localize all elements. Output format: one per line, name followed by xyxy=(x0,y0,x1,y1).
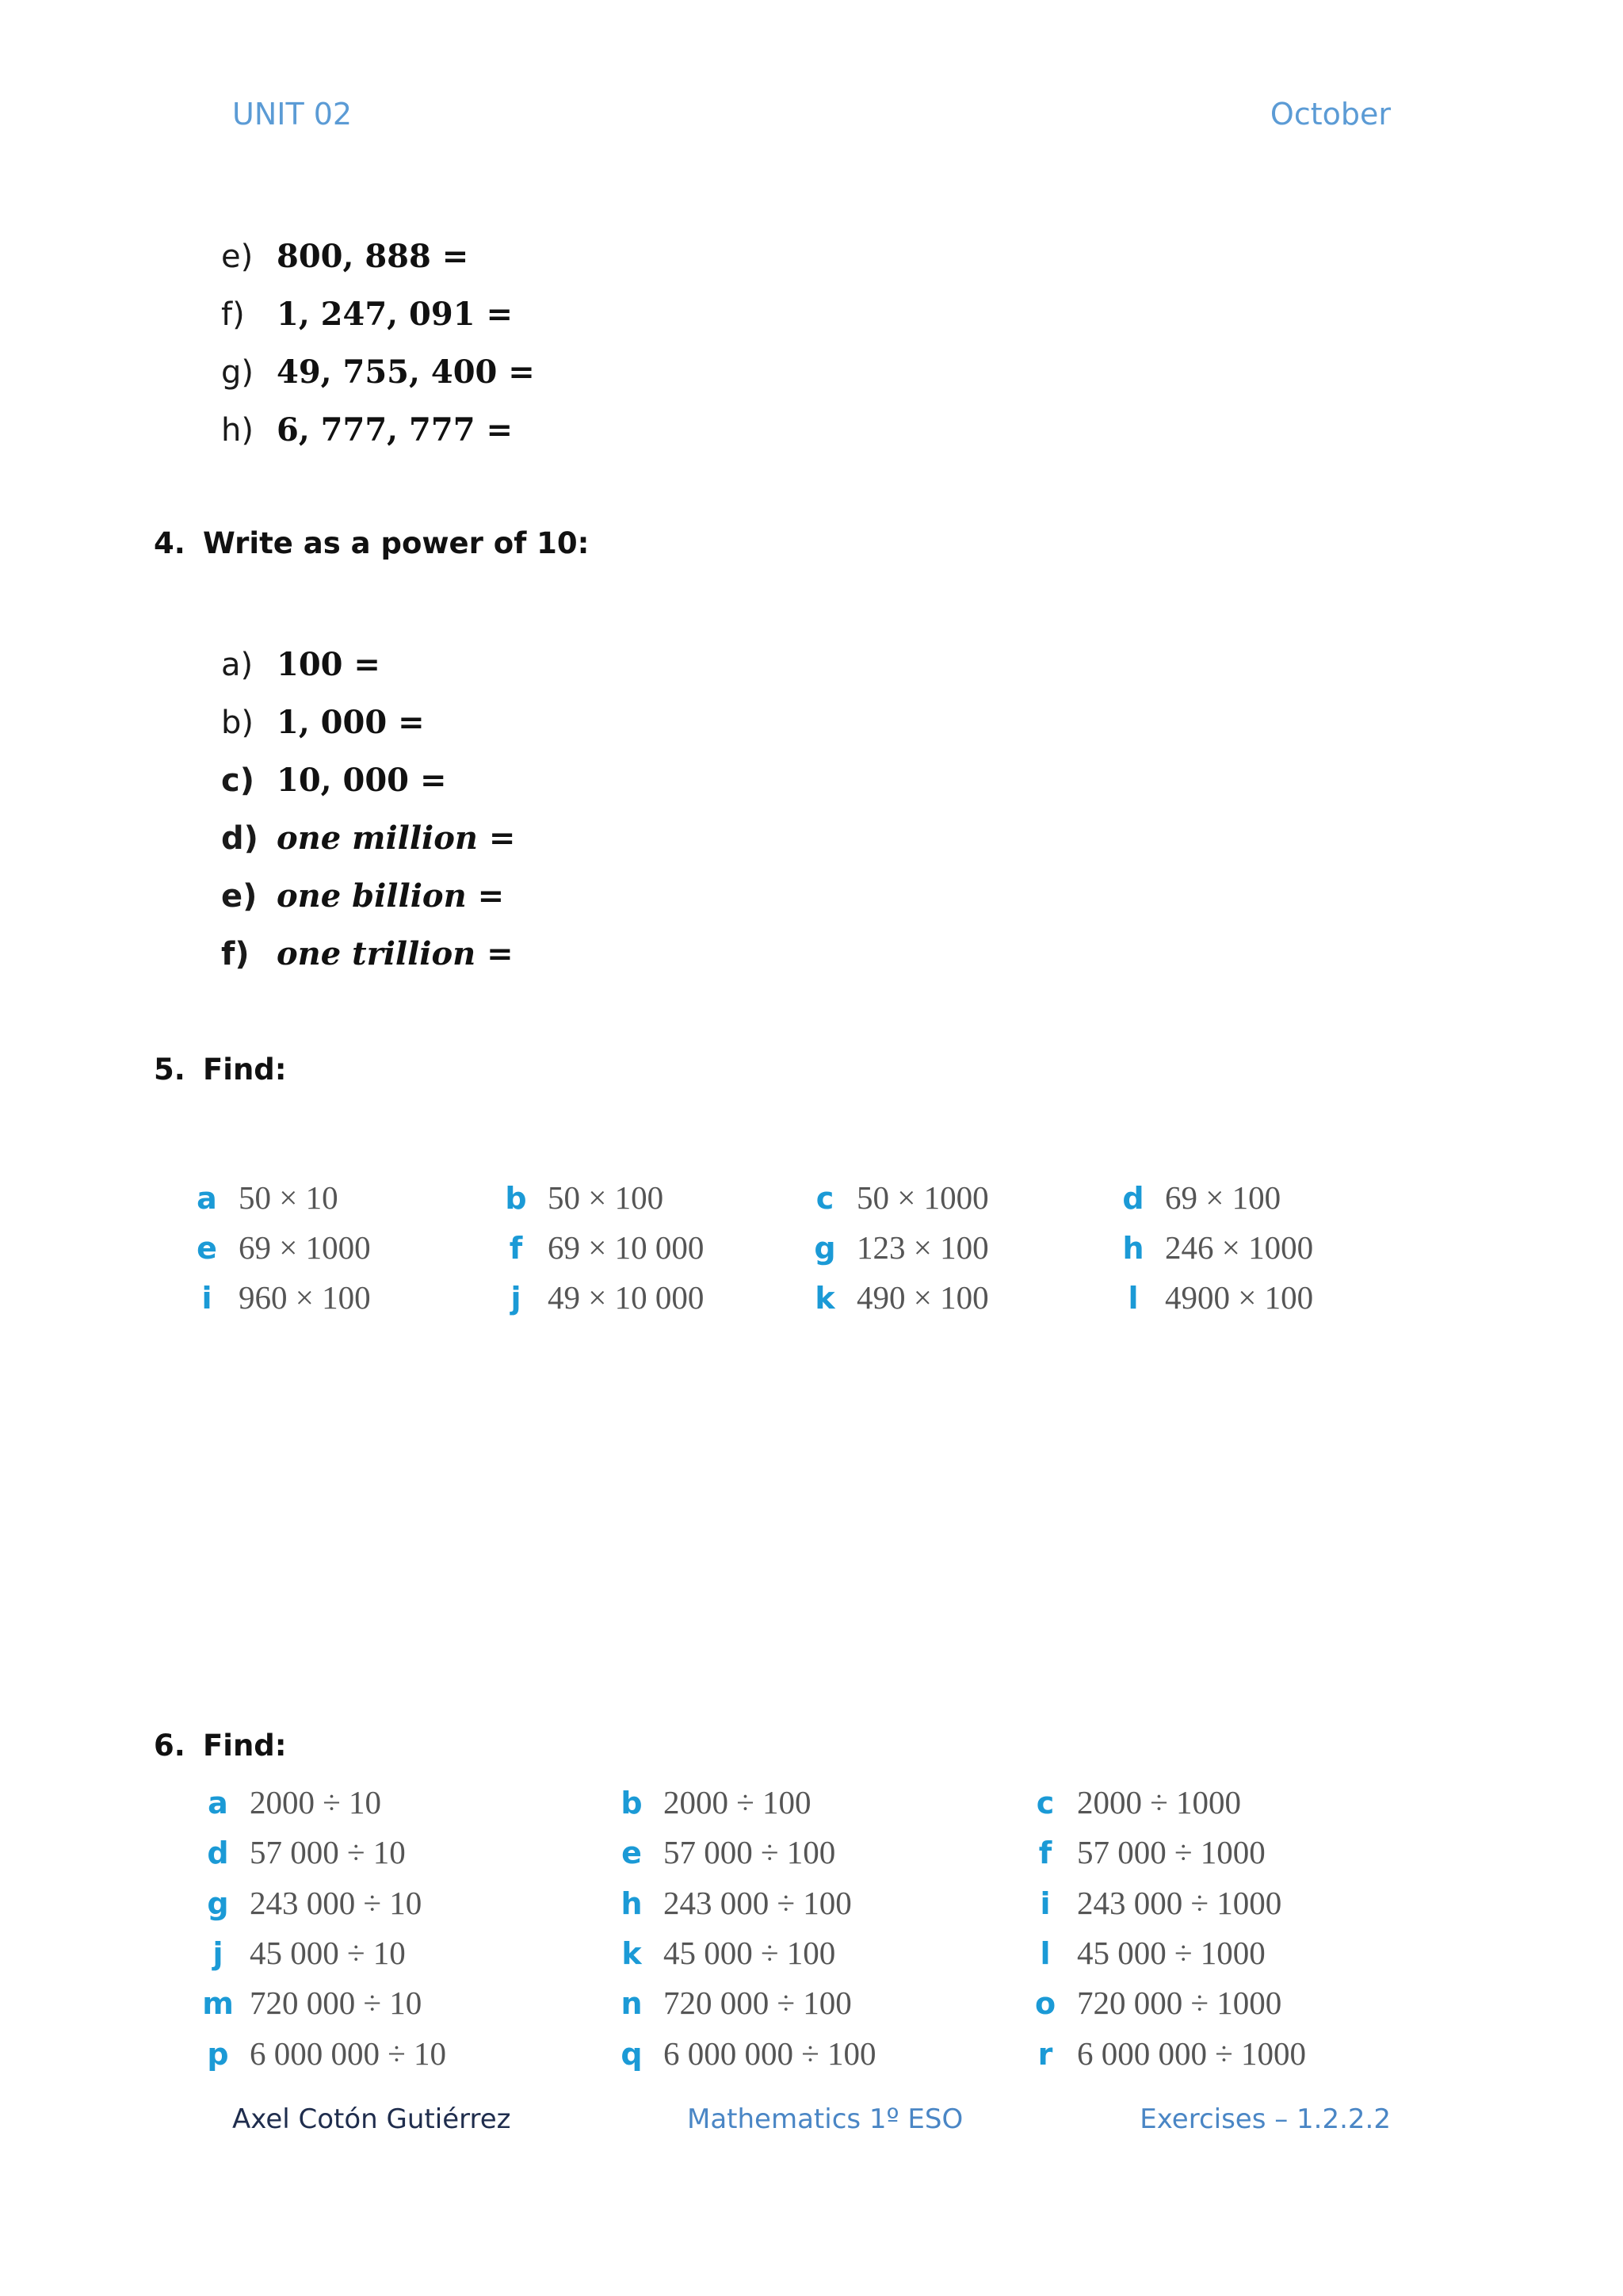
exercise-letter: b xyxy=(505,1181,527,1216)
exercise-expression: 2000 ÷ 10 xyxy=(250,1784,382,1820)
q5-exercise-g xyxy=(803,1228,989,1266)
item-label: g) xyxy=(221,354,254,391)
exercise-letter: k xyxy=(815,1281,835,1316)
item-label: c) xyxy=(221,762,254,799)
exercise-letter: a xyxy=(208,1786,228,1820)
exercise-letter: h xyxy=(621,1886,643,1921)
item-expression: 1, 247, 091 = xyxy=(277,296,513,333)
question-title: Find: xyxy=(203,1052,287,1087)
q5-exercise-b xyxy=(494,1179,663,1217)
q4-heading xyxy=(154,526,589,560)
q5-exercise-j xyxy=(494,1278,704,1316)
exercise-letter: i xyxy=(201,1281,212,1316)
item-expression: 1, 000 = xyxy=(277,704,425,741)
exercise-expression: 45 000 ÷ 100 xyxy=(663,1935,836,1971)
exercise-letter: c xyxy=(1036,1786,1055,1820)
q5-exercise-e xyxy=(185,1228,371,1266)
exercise-expression: 45 000 ÷ 10 xyxy=(250,1935,406,1971)
exercise-letter: e xyxy=(197,1231,217,1266)
item-label: f) xyxy=(221,936,250,972)
question-number: 4. xyxy=(154,526,185,560)
q6-exercise-b xyxy=(609,1783,812,1821)
q5-exercise-c xyxy=(803,1179,989,1217)
item-expression: 10, 000 = xyxy=(277,762,447,799)
q6-exercise-a xyxy=(196,1783,381,1821)
item-label: d) xyxy=(221,820,258,857)
exercise-letter: a xyxy=(197,1181,217,1216)
exercise-expression: 720 000 ÷ 1000 xyxy=(1077,1985,1282,2021)
exercise-letter: l xyxy=(1040,1936,1051,1971)
question-number: 5. xyxy=(154,1052,185,1087)
exercise-expression: 69 × 10 000 xyxy=(548,1229,705,1266)
exercise-expression: 57 000 ÷ 1000 xyxy=(1077,1834,1266,1870)
exercise-letter: c xyxy=(815,1181,834,1216)
q4-item-a xyxy=(221,646,380,683)
footer-subject: Mathematics 1º ESO xyxy=(687,2103,964,2135)
exercise-letter: e xyxy=(621,1836,642,1870)
q4-item-d xyxy=(221,819,515,857)
exercise-expression: 69 × 1000 xyxy=(239,1229,371,1266)
exercise-expression: 243 000 ÷ 100 xyxy=(663,1885,852,1921)
exercise-expression: 69 × 100 xyxy=(1165,1179,1281,1216)
q6-exercise-c xyxy=(1023,1783,1241,1821)
exercise-letter: d xyxy=(1122,1181,1144,1216)
item-expression: one billion = xyxy=(277,877,505,915)
q6-exercise-n xyxy=(609,1984,852,2022)
item-expression: 800, 888 = xyxy=(277,238,469,275)
item-expression: one million = xyxy=(277,819,516,857)
question-title: Find: xyxy=(203,1729,287,1763)
q5-exercise-k xyxy=(803,1278,989,1316)
q3-item-h xyxy=(221,411,513,449)
exercise-letter: f xyxy=(509,1231,523,1266)
q4-item-e xyxy=(221,877,504,915)
exercise-expression: 2000 ÷ 100 xyxy=(663,1784,812,1820)
q6-exercise-g xyxy=(196,1884,422,1922)
q6-exercise-k xyxy=(609,1934,835,1972)
q6-heading xyxy=(154,1729,287,1763)
q6-exercise-i xyxy=(1023,1884,1281,1922)
question-number: 6. xyxy=(154,1729,185,1763)
q6-exercise-h xyxy=(609,1884,852,1922)
q4-item-b xyxy=(221,704,425,741)
exercise-letter: b xyxy=(621,1786,643,1820)
footer-author: Axel Cotón Gutiérrez xyxy=(232,2103,511,2135)
exercise-letter: p xyxy=(207,2037,229,2072)
q6-exercise-d xyxy=(196,1833,406,1871)
q5-exercise-f xyxy=(494,1228,704,1266)
exercise-letter: n xyxy=(621,1986,643,2021)
exercise-letter: l xyxy=(1128,1281,1139,1316)
exercise-expression: 123 × 100 xyxy=(857,1229,989,1266)
exercise-letter: g xyxy=(814,1231,836,1266)
exercise-expression: 4900 × 100 xyxy=(1165,1279,1314,1316)
exercise-expression: 2000 ÷ 1000 xyxy=(1077,1784,1242,1820)
q3-item-f xyxy=(221,296,513,333)
exercise-expression: 49 × 10 000 xyxy=(548,1279,705,1316)
exercise-letter: h xyxy=(1122,1231,1144,1266)
item-expression: one trillion = xyxy=(277,935,514,972)
exercise-expression: 246 × 1000 xyxy=(1165,1229,1314,1266)
item-expression: 49, 755, 400 = xyxy=(277,353,535,391)
exercise-expression: 57 000 ÷ 100 xyxy=(663,1834,836,1870)
item-expression: 6, 777, 777 = xyxy=(277,411,513,449)
footer-reference: Exercises – 1.2.2.2 xyxy=(1140,2103,1391,2135)
exercise-expression: 57 000 ÷ 10 xyxy=(250,1834,406,1870)
exercise-letter: r xyxy=(1037,2037,1053,2072)
exercise-letter: k xyxy=(621,1936,642,1971)
q6-exercise-l xyxy=(1023,1934,1266,1972)
exercise-expression: 50 × 10 xyxy=(239,1179,338,1216)
item-label: h) xyxy=(221,412,254,449)
exercise-expression: 6 000 000 ÷ 10 xyxy=(250,2035,447,2072)
exercise-letter: j xyxy=(510,1281,521,1316)
header-unit: UNIT 02 xyxy=(232,97,353,132)
exercise-letter: f xyxy=(1038,1836,1052,1870)
exercise-expression: 720 000 ÷ 10 xyxy=(250,1985,422,2021)
item-label: b) xyxy=(221,705,254,741)
item-label: f) xyxy=(221,296,245,333)
q5-exercise-d xyxy=(1111,1179,1281,1217)
exercise-letter: q xyxy=(621,2037,643,2072)
q5-heading xyxy=(154,1052,287,1087)
item-label: e) xyxy=(221,239,254,275)
exercise-expression: 6 000 000 ÷ 100 xyxy=(663,2035,876,2072)
exercise-expression: 50 × 1000 xyxy=(857,1179,989,1216)
q6-exercise-f xyxy=(1023,1833,1266,1871)
exercise-letter: d xyxy=(207,1836,229,1870)
item-expression: 100 = xyxy=(277,646,380,683)
item-label: e) xyxy=(221,878,258,915)
exercise-expression: 490 × 100 xyxy=(857,1279,989,1316)
exercise-letter: g xyxy=(207,1886,229,1921)
exercise-expression: 243 000 ÷ 10 xyxy=(250,1885,422,1921)
q3-item-g xyxy=(221,353,535,391)
q4-item-c xyxy=(221,762,446,799)
exercise-expression: 960 × 100 xyxy=(239,1279,371,1316)
q6-exercise-r xyxy=(1023,2034,1306,2073)
q3-item-e xyxy=(221,238,468,275)
q6-exercise-o xyxy=(1023,1984,1281,2022)
exercise-letter: i xyxy=(1040,1886,1051,1921)
header-month: October xyxy=(1270,97,1391,132)
exercise-expression: 243 000 ÷ 1000 xyxy=(1077,1885,1282,1921)
exercise-letter: j xyxy=(212,1936,223,1971)
exercise-letter: m xyxy=(202,1986,234,2021)
q4-item-f xyxy=(221,935,514,972)
q6-exercise-p xyxy=(196,2034,446,2073)
q6-exercise-j xyxy=(196,1934,406,1972)
q6-exercise-q xyxy=(609,2034,876,2073)
exercise-expression: 45 000 ÷ 1000 xyxy=(1077,1935,1266,1971)
item-label: a) xyxy=(221,647,254,683)
q5-exercise-i xyxy=(185,1278,371,1316)
q5-exercise-a xyxy=(185,1179,338,1217)
question-title: Write as a power of 10: xyxy=(203,526,590,560)
q5-exercise-l xyxy=(1111,1278,1313,1316)
exercise-expression: 50 × 100 xyxy=(548,1179,664,1216)
exercise-expression: 6 000 000 ÷ 1000 xyxy=(1077,2035,1307,2072)
q5-exercise-h xyxy=(1111,1228,1313,1266)
q6-exercise-m xyxy=(196,1984,422,2022)
q6-exercise-e xyxy=(609,1833,835,1871)
exercise-expression: 720 000 ÷ 100 xyxy=(663,1985,852,2021)
exercise-letter: o xyxy=(1034,1986,1056,2021)
